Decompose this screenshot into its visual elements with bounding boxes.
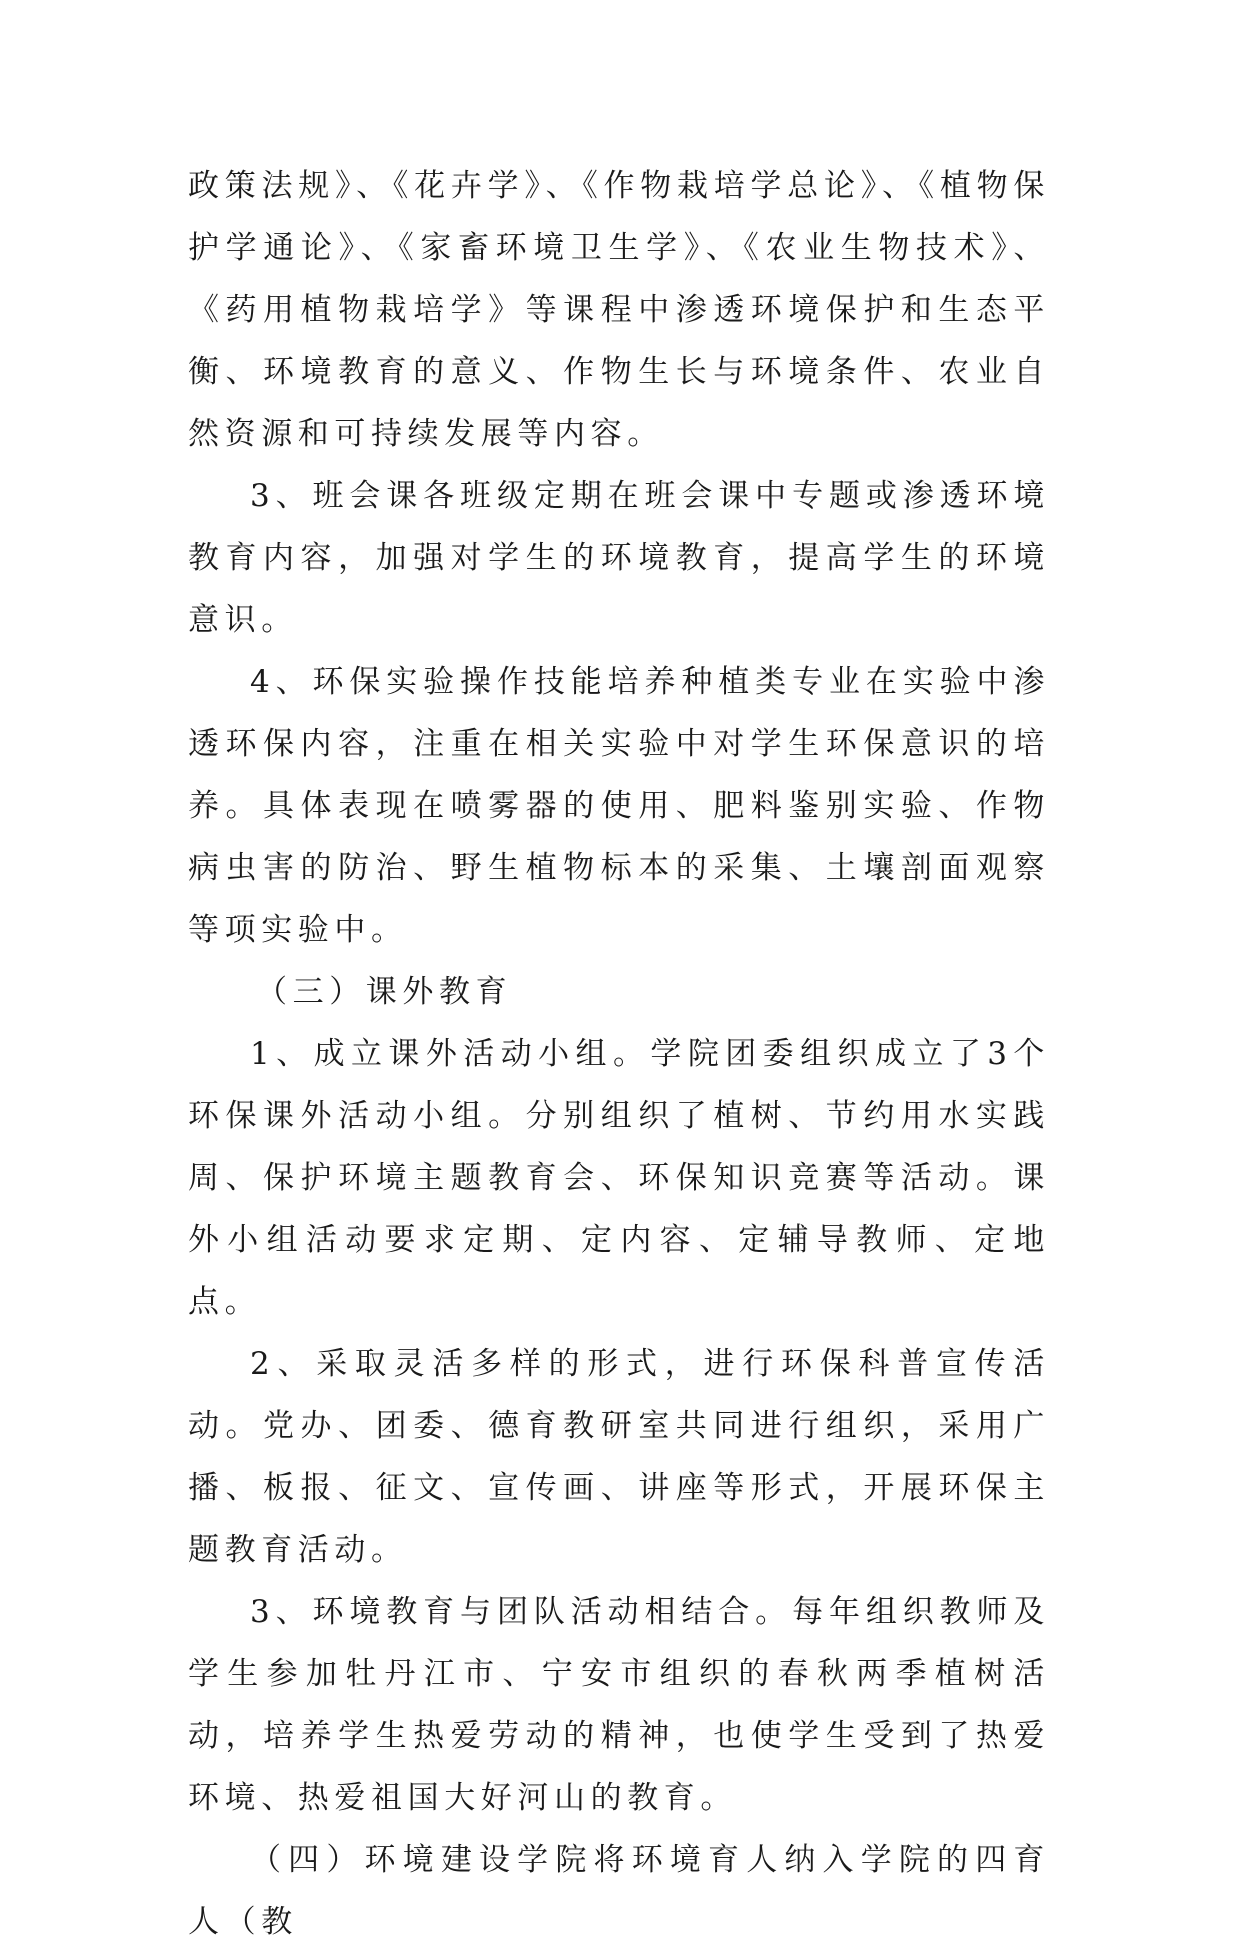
paragraph-continued: 政策法规》、《花卉学》、《作物栽培学总论》、《植物保护学通论》、《家畜环境卫生学》、《农业生物技术》、《药用植物栽培学》等课程中渗透环境保护和生态平衡、环境教育的意义、作物生长与环境条件、农业自然资源和可持续发展等内容。 <box>188 168 1050 452</box>
paragraph-activity-groups: 1、成立课外活动小组。学院团委组织成立了3个环保课外活动小组。分别组织了植树、节约用水实践周、保护环境主题教育会、环保知识竞赛等活动。课外小组活动要求定期、定内容、定辅导教师、定地点。 <box>188 1036 1050 1320</box>
paragraph-environment-building: （四）环境建设学院将环境育人纳入学院的四育人（教 <box>188 1842 1050 1940</box>
paragraph-class-meeting: 3、班会课各班级定期在班会课中专题或渗透环境教育内容，加强对学生的环境教育，提高学生的环境意识。 <box>188 478 1050 638</box>
document-body <box>188 155 1050 1953</box>
section-heading-extracurricular: （三）课外教育 <box>256 974 513 1010</box>
paragraph-team-activities: 3、环境教育与团队活动相结合。每年组织教师及学生参加牡丹江市、宁安市组织的春秋两季植树活动，培养学生热爱劳动的精神，也使学生受到了热爱环境、热爱祖国大好河山的教育。 <box>188 1594 1050 1816</box>
paragraph-lab-skills: 4、环保实验操作技能培养种植类专业在实验中渗透环保内容，注重在相关实验中对学生环保意识的培养。具体表现在喷雾器的使用、肥料鉴别实验、作物病虫害的防治、野生植物标本的采集、土壤剖面观察等项实验中。 <box>188 664 1050 948</box>
paragraph-publicity: 2、采取灵活多样的形式，进行环保科普宣传活动。党办、团委、德育教研室共同进行组织，采用广播、板报、征文、宣传画、讲座等形式，开展环保主题教育活动。 <box>188 1346 1050 1568</box>
